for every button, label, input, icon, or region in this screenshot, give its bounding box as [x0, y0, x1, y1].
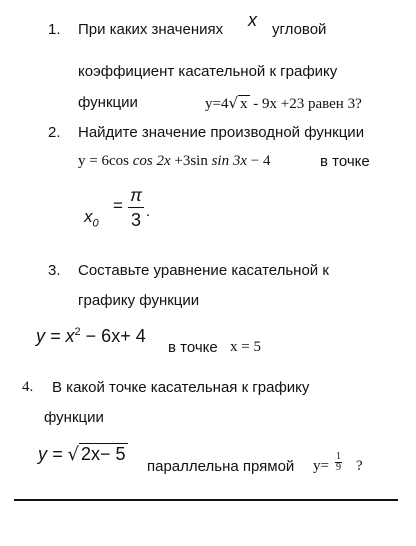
problem-2-equals: =	[113, 196, 123, 215]
problem-4-line-y: y=	[313, 458, 329, 474]
problem-3-point-value: x = 5	[230, 339, 261, 355]
problem-3-text-line2: графику функции	[78, 292, 200, 309]
problem-1-text-line3: функции	[78, 94, 138, 111]
problem-4-line-numerator: 1	[336, 451, 341, 462]
problem-1-sqrt	[228, 94, 249, 113]
problem-2-x0	[84, 207, 99, 229]
problem-1-formula-c: - 9x +23 равен 3?	[253, 96, 362, 112]
problem-2-formula-mid: +3sin	[174, 153, 208, 169]
problem-1-text-line2: коэффициент касательной к графику	[78, 63, 338, 80]
problem-2-x0-x: x	[84, 207, 93, 226]
problem-2-fraction-numerator: π	[128, 186, 144, 208]
problem-2-formula-end: − 4	[250, 153, 271, 169]
problem-4-formula	[38, 444, 128, 465]
problem-2-formula	[78, 153, 270, 170]
problem-3-formula-x: x	[65, 326, 75, 346]
problem-3-formula	[36, 326, 146, 347]
problem-2-formula-start: y = 6cos	[78, 153, 129, 169]
problem-4-line-denominator: 9	[336, 462, 341, 473]
problem-2-text-line1: Найдите значение производной функции	[78, 124, 365, 141]
problem-4-radicand: 2x− 5	[81, 444, 126, 464]
problem-1-number: 1.	[48, 21, 61, 38]
problem-2-dot: .	[146, 203, 151, 220]
problem-4-question-mark: ?	[356, 458, 363, 474]
problem-4-text-line2: функции	[44, 409, 104, 426]
problem-1-text-line1: При каких значениях	[78, 21, 224, 38]
problem-1-radicand: x	[240, 96, 248, 112]
problem-1-formula	[205, 94, 362, 113]
problem-4-number: 4.	[22, 379, 34, 395]
problem-2-formula-cos: cos 2x	[132, 153, 171, 169]
problem-2-point-text: в точке	[320, 153, 370, 170]
problem-2-formula-sin: sin 3x	[211, 153, 248, 169]
problem-1-variable-x: x	[248, 10, 257, 30]
problem-2-x0-sub: 0	[92, 217, 99, 230]
problem-1-text-line1-end: угловой	[272, 21, 327, 38]
bottom-divider	[14, 499, 398, 501]
problem-4-formula-y: y =	[38, 444, 63, 464]
problem-2-fraction-denominator: 3	[131, 210, 142, 230]
problem-1-formula-a: y=4	[205, 96, 229, 112]
problem-2-number: 2.	[48, 124, 61, 141]
problem-4-line-fraction	[335, 452, 342, 473]
problem-3-formula-power: 2	[74, 326, 81, 338]
sqrt-sign-icon: √	[228, 94, 239, 112]
problem-2-fraction	[128, 186, 144, 229]
problem-4-parallel-text: параллельна прямой	[147, 458, 295, 475]
problem-3-point-text: в точке	[168, 339, 218, 356]
problem-3-formula-y: y =	[36, 326, 61, 346]
problem-4-text-line1: В какой точке касательная к графику	[52, 379, 310, 396]
sqrt-sign-icon: √	[67, 444, 80, 465]
problem-3-number: 3.	[48, 262, 61, 279]
problem-4-sqrt	[68, 444, 128, 465]
problem-3-text-line1: Составьте уравнение касательной к	[78, 262, 329, 279]
problem-3-formula-rest: − 6x+ 4	[85, 326, 146, 346]
